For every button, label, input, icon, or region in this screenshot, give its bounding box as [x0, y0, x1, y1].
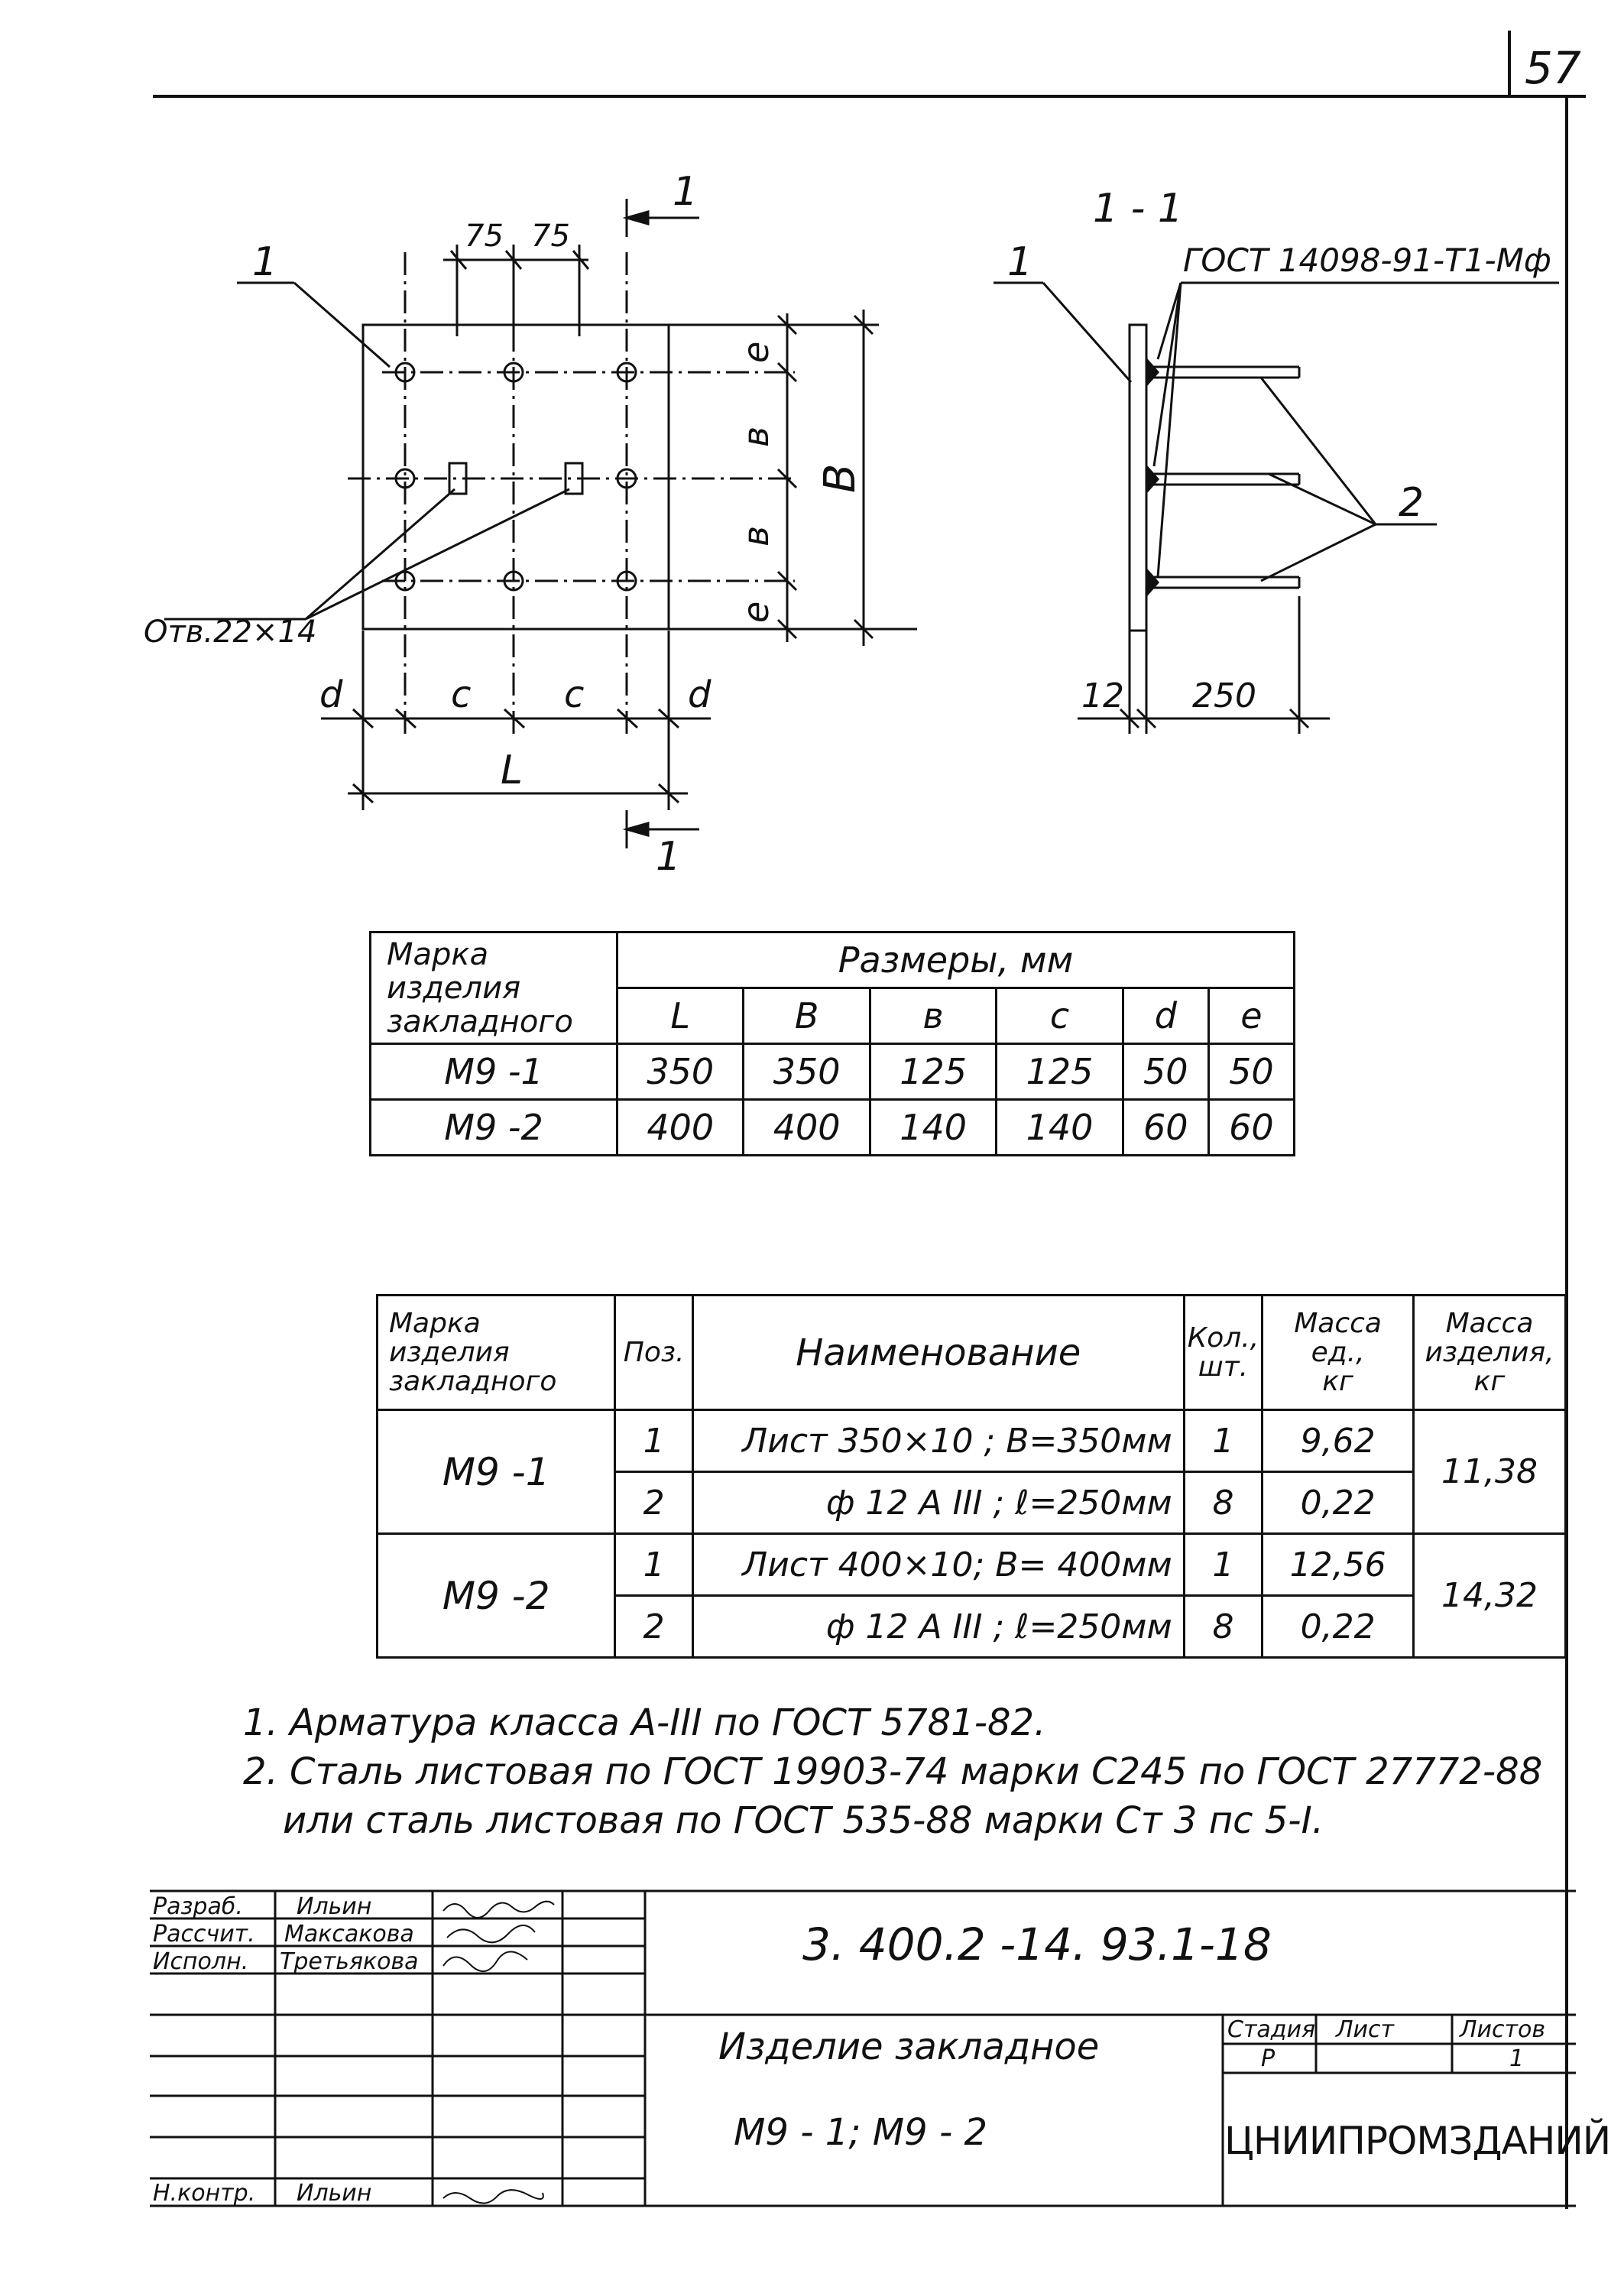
- dims-col-c: c: [997, 988, 1123, 1044]
- dim-d-right: d: [688, 673, 712, 716]
- dims-col-B: B: [744, 988, 870, 1044]
- table-row: М9 -2 1 Лист 400×10; В= 400мм 1 12,56 14,32: [378, 1534, 1566, 1596]
- spec-unit-mass-header: Масса ед., кг: [1263, 1296, 1414, 1410]
- dim-250: 250: [1192, 676, 1256, 715]
- table-row: 2 ф 12 А III ; ℓ=250мм 8 0,22: [378, 1596, 1566, 1658]
- dim-b-lower: в: [735, 525, 776, 546]
- dim-c-left: c: [451, 673, 472, 716]
- callout-2: 2: [1399, 480, 1425, 526]
- signature: [443, 1951, 527, 1971]
- table-row: М9 -1 350 350 125 125 50 50: [371, 1044, 1295, 1100]
- dim-d-left: d: [319, 673, 343, 716]
- document-code: 3. 400.2 -14. 93.1-18: [802, 1918, 1272, 1970]
- item-marks: М9 - 1; М9 - 2: [734, 2111, 988, 2154]
- dim-e-bottom: e: [735, 601, 776, 623]
- section-mark-top: 1: [673, 169, 699, 215]
- dim-12: 12: [1081, 676, 1124, 715]
- spec-item-mass-header: Масса изделия, кг: [1414, 1296, 1566, 1410]
- sheets-label: Листов: [1460, 2016, 1546, 2043]
- dim-c-right: c: [564, 673, 585, 716]
- dims-col-e: e: [1208, 988, 1294, 1044]
- weld-gost-label: ГОСТ 14098-91-Т1-Мф: [1183, 242, 1551, 279]
- spec-name-header: Наименование: [692, 1296, 1184, 1410]
- note-1: 1. Арматура класса А-III по ГОСТ 5781-82.: [243, 1701, 1046, 1744]
- table-row: М9 -2 400 400 140 140 60 60: [371, 1100, 1295, 1156]
- stage-label: Стадия: [1227, 2016, 1316, 2043]
- dim-b-upper: в: [735, 426, 776, 447]
- dim-B: B: [815, 463, 865, 493]
- dim-75-right: 75: [531, 219, 570, 254]
- spec-qty-header: Кол., шт.: [1184, 1296, 1263, 1410]
- item-name: Изделие закладное: [718, 2025, 1100, 2068]
- section-title: 1 - 1: [1093, 186, 1183, 232]
- dim-L: L: [501, 748, 523, 793]
- organization-name: ЦНИИПРОМЗДАНИЙ: [1224, 2119, 1611, 2163]
- sheet-label: Лист: [1336, 2016, 1395, 2043]
- dims-table-mark-header: Марка изделия закладного: [371, 932, 618, 1044]
- dims-col-L: L: [618, 988, 744, 1044]
- callout-1: 1: [252, 239, 278, 285]
- hole-label: Отв.22×14: [144, 615, 317, 650]
- section-mark-bottom: 1: [656, 834, 682, 880]
- table-row: М9 -1 1 Лист 350×10 ; В=350мм 1 9,62 11,38: [378, 1410, 1566, 1472]
- dims-table-size-header: Размеры, мм: [618, 932, 1295, 988]
- note-2: 2. Сталь листовая по ГОСТ 19903-74 марки С245 по ГОСТ 27772-88: [243, 1750, 1543, 1793]
- page-number: 57: [1525, 42, 1581, 94]
- stage-value: Р: [1261, 2045, 1276, 2072]
- section-callout-1: 1: [1007, 239, 1033, 285]
- dim-75-left: 75: [465, 219, 504, 254]
- spec-pos-header: Поз.: [615, 1296, 693, 1410]
- signature: [443, 1902, 554, 1918]
- dims-col-d: d: [1123, 988, 1208, 1044]
- dim-e-top: e: [735, 341, 776, 363]
- spec-mark-header: Марка изделия закладного: [378, 1296, 615, 1410]
- sheets-value: 1: [1509, 2045, 1525, 2072]
- note-2-cont: или сталь листовая по ГОСТ 535-88 марки Ст 3 пс 5-I.: [283, 1799, 1324, 1842]
- signature: [443, 2190, 543, 2203]
- dims-col-b: в: [870, 988, 996, 1044]
- signature: [447, 1925, 535, 1942]
- table-row: 2 ф 12 А III ; ℓ=250мм 8 0,22: [378, 1472, 1566, 1534]
